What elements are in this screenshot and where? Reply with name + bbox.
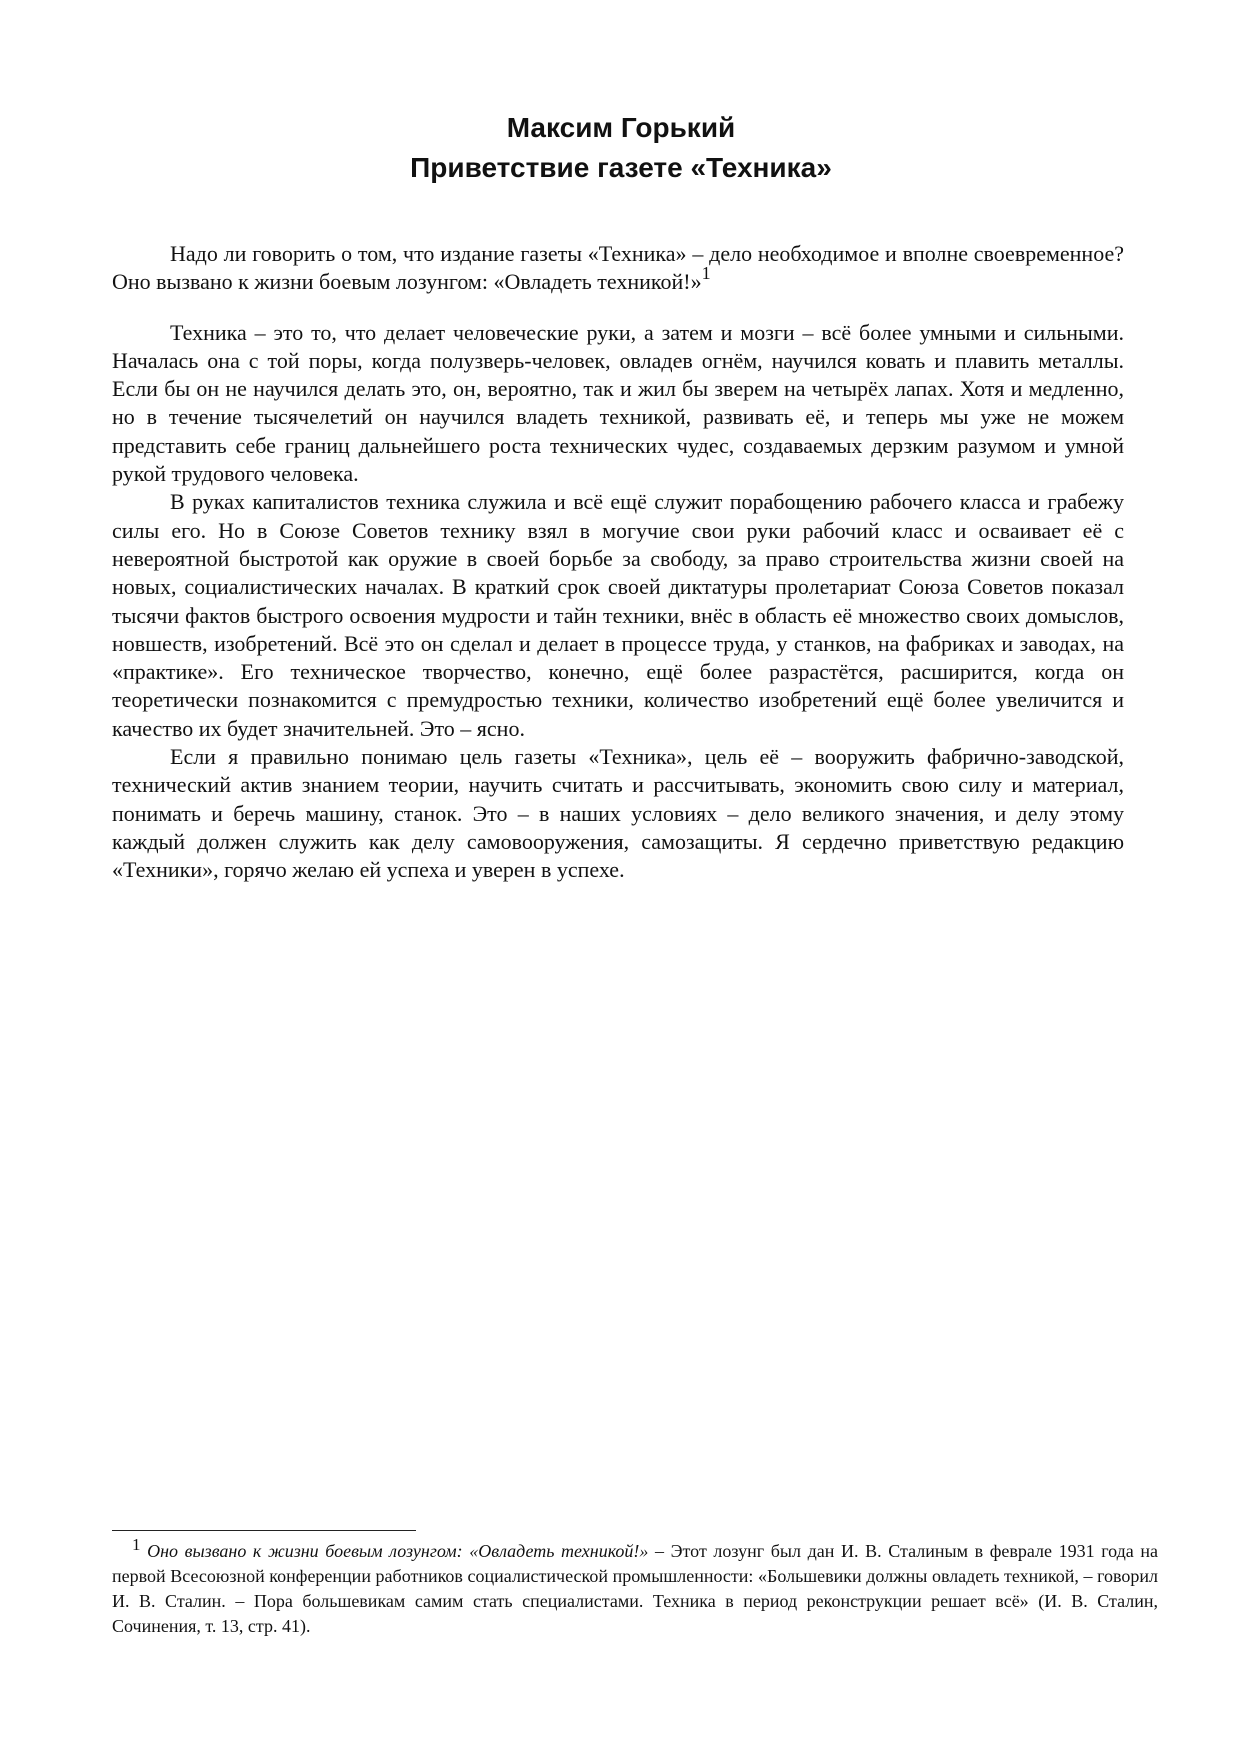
footnote-reference[interactable]: 1 (701, 263, 711, 284)
footnote-text: – Этот лозунг был дан И. В. Сталиным в феврале 1931 года на первой Всесоюзной конференции работников социалистической промышленности: «Большевики должны овладеть техникой, – говорил И. В. Сталин. – Пора большевикам самим стать специалистами. Техника в период реконструкции решает всё» (И. В. Сталин, Сочинения, т. 13, стр. 41). (112, 1541, 1158, 1636)
footnote-quote: Оно вызвано к жизни боевым лозунгом: «Овладеть техникой!» (147, 1541, 649, 1561)
title-block (0, 108, 1242, 188)
footnote-marker: 1 (132, 1535, 141, 1554)
paragraph-intro (112, 240, 1124, 297)
author-name: Максим Горький (506, 112, 736, 143)
document-title: Приветствие газете «Техника» (410, 152, 832, 183)
paragraph-technique: Техника – это то, что делает человеческие руки, а затем и мозги – всё более умными и сильными. Началась она с той поры, когда полузверь-человек, овладев огнём, научился ковать и плавить металлы. Если бы он не научился делать это, он, вероятно, так и жил бы зверем на четырёх лапах. Хотя и медленно, но в течение тысячелетий он научился владеть техникой, развивать её, и теперь мы уже не можем представить себе границ дальнейшего роста технических чудес, создаваемых дерзким разумом и умной рукой трудового человека. (112, 319, 1124, 487)
paragraph-newspaper-goal: Если я правильно понимаю цель газеты «Техника», цель её – вооружить фабрично-заводской, технический актив знанием теории, научить считать и рассчитывать, экономить свою силу и материал, понимать и беречь машину, станок. Это – в наших условиях – дело великого значения, и делу этому каждый должен служить как делу самовооружения, самозащиты. Я сердечно приветствую редакцию «Техники», горячо желаю ей успеха и уверен в успехе. (112, 744, 1124, 883)
body-text (112, 240, 1124, 885)
paragraph-capitalists: В руках капиталистов техника служила и всё ещё служит порабощению рабочего класса и грабежу силы его. Но в Союзе Советов технику взял в могучие свои руки рабочий класс и осваивает её с невероятной быстротой как оружие в своей борьбе за свободу, за право строительства жизни своей на новых, социалистических началах. В краткий срок своей диктатуры пролетариат Союза Советов показал тысячи фактов быстрого освоения мудрости и тайн техники, внёс в область её множество своих домыслов, новшеств, изобретений. Всё это он сделал и делает в процессе труда, у станков, на фабриках и заводах, на «практике». Его техническое творчество, конечно, ещё более разрастётся, расширится, когда он теоретически познакомится с премудростью техники, количество изобретений ещё более увеличится и качество их будет значительней. Это – ясно. (112, 489, 1124, 741)
footnote (112, 1535, 1158, 1639)
footnote-divider (112, 1530, 416, 1531)
paragraph-intro-text: Надо ли говорить о том, что издание газеты «Техника» – дело необходимое и вполне своевременное? Оно вызвано к жизни боевым лозунгом: «Овладеть техникой!» (112, 241, 1124, 295)
